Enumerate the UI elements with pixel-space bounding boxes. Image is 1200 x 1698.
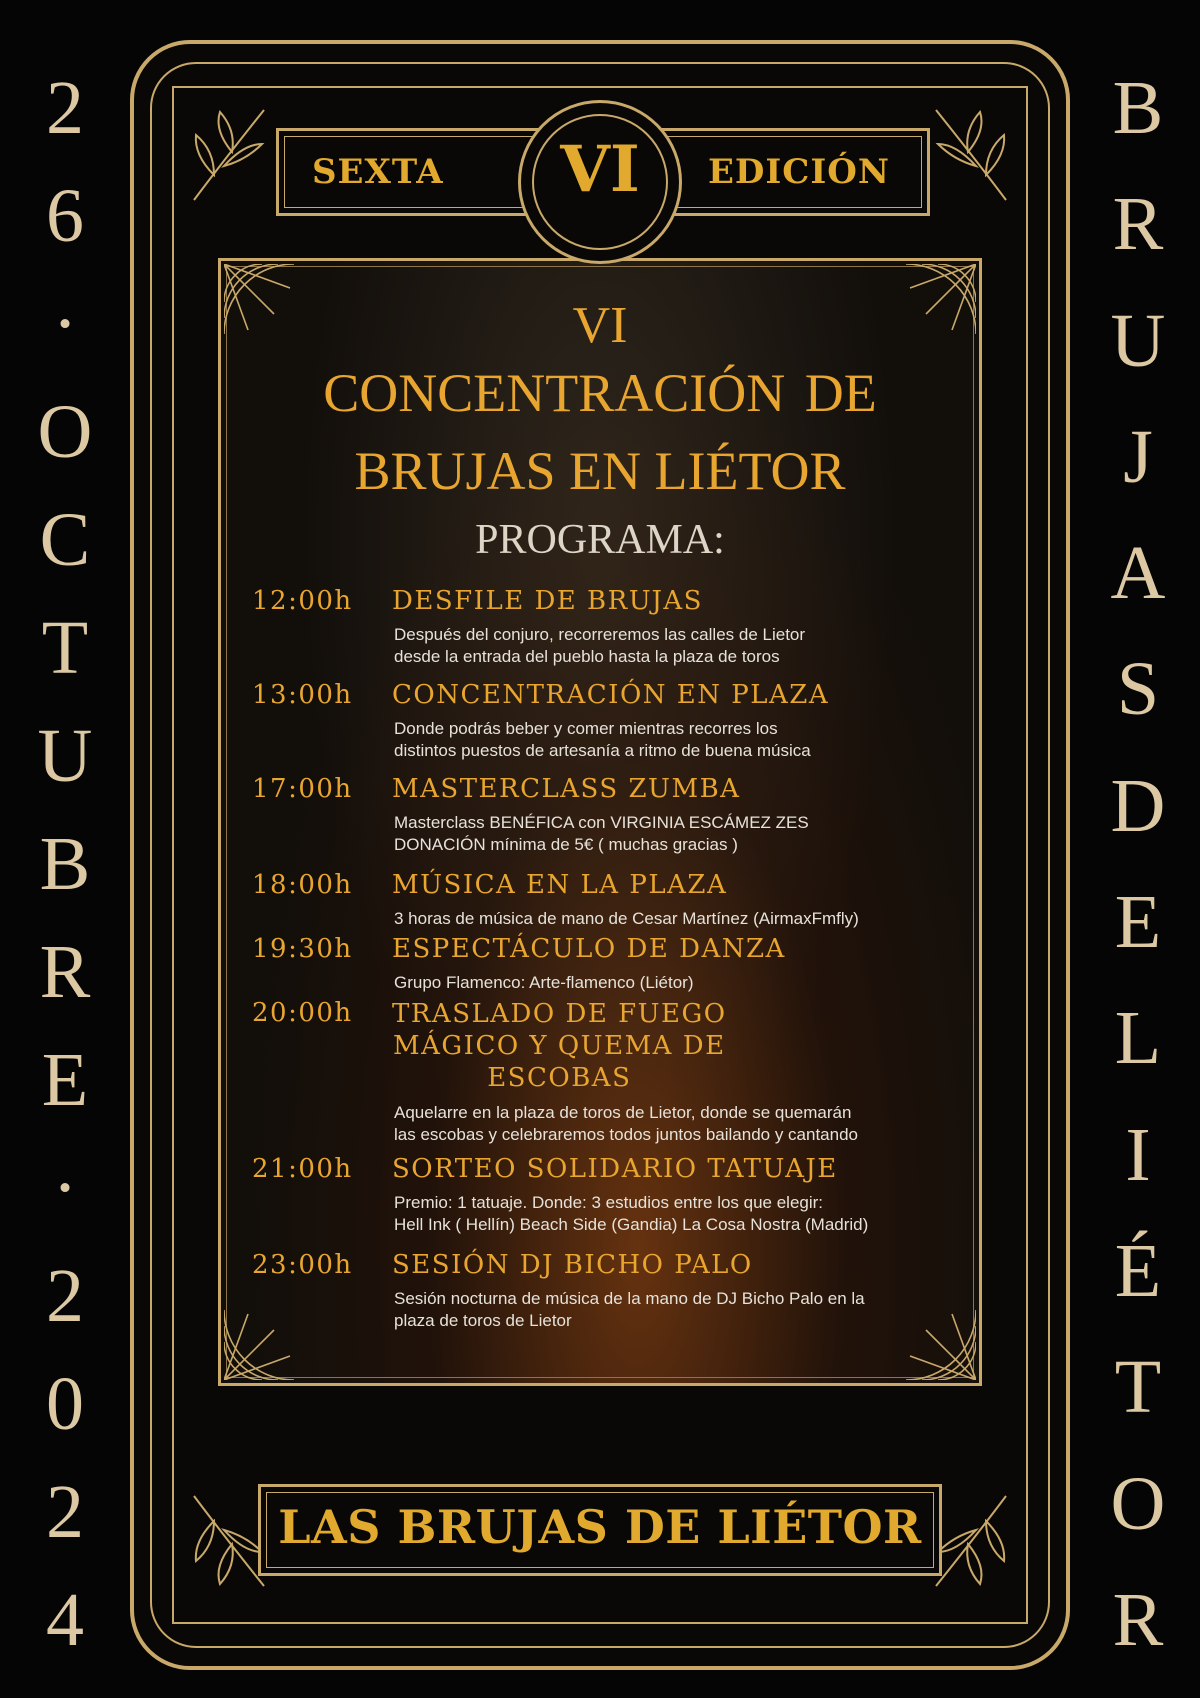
program-item-description: Masterclass BENÉFICA con VIRGINIA ESCÁMEZ ZES DONACIÓN mínima de 5€ ( muchas gracias ) [394,813,809,854]
event-title-line-1: CONCENTRACIÓN DE [323,363,877,423]
program-item-description: 3 horas de música de mano de Cesar Martínez (AirmaxFmfly) [394,909,859,928]
side-date-letter: 0 [46,1362,84,1446]
program-item [252,586,972,668]
program-item-name: MÚSICA EN LA PLAZA [392,870,728,900]
side-date-letter: · [52,282,78,366]
program-item [252,774,972,856]
side-brujas-letter: L [1114,996,1162,1081]
side-date-letter: 4 [46,1578,84,1662]
program-item-name: MASTERCLASS ZUMBA [392,774,741,804]
program-item-name: CONCENTRACIÓN EN PLAZA [392,680,830,710]
leaf-ornament-icon [926,100,1016,210]
title-numeral: VI [572,297,628,354]
program-item-description: Aquelarre en la plaza de toros de Lietor, donde se quemarán las escobas y celebraremos todos juntos bailando y cantando [394,1103,859,1144]
program-item-name: DESFILE DE BRUJAS [392,586,703,616]
edition-left-label: SEXTA [312,152,444,192]
side-brujas-letter: É [1114,1228,1162,1313]
edition-right-label: EDICIÓN [708,152,890,192]
side-date-letter: 6 [46,174,84,258]
side-date-letter: 2 [46,1254,84,1338]
program-item [252,680,972,762]
program-item-time: 12:00h [252,586,353,616]
side-brujas-letter: O [1110,1461,1166,1546]
program-item [252,934,972,994]
side-brujas-letter: R [1112,1577,1164,1662]
program-item-name: ESPECTÁCULO DE DANZA [392,934,786,964]
side-brujas-letter: J [1123,414,1153,499]
program-item-name: TRASLADO DE FUEGO MÁGICO Y QUEMA DE ESCOBAS [392,999,727,1093]
side-date-letter: T [41,606,89,690]
side-brujas-letter: E [1114,880,1162,965]
side-brujas-letter: U [1110,298,1166,383]
side-date-text [30,66,100,1662]
leaf-ornament-icon [184,100,274,210]
program-heading: PROGRAMA: [475,517,725,563]
side-date-letter: U [37,714,93,798]
side-brujas-letter: T [1114,1345,1162,1430]
side-date-letter: 2 [46,66,84,150]
side-date-letter: C [39,498,91,582]
side-date-letter: R [39,930,91,1014]
side-brujas-letter: A [1110,531,1166,616]
event-title-line-2: BRUJAS EN LIÉTOR [354,441,846,501]
program-item-time: 20:00h [252,998,353,1028]
side-brujas-letter: S [1116,647,1160,732]
program-item-description: Después del conjuro, recorreremos las calles de Lietor desde la entrada del pueblo hasta la plaza de toros [394,625,806,666]
side-brujas-letter: R [1112,182,1164,267]
program-item-time: 18:00h [252,870,353,900]
program-item-time: 17:00h [252,774,353,804]
program-item-description: Sesión nocturna de música de la mano de DJ Bicho Palo en la plaza de toros de Lietor [394,1289,865,1330]
program-item-time: 19:30h [252,934,353,964]
program-item [252,870,972,930]
program-item-time: 21:00h [252,1154,353,1184]
program-item [252,1250,972,1332]
side-date-letter: E [41,1038,89,1122]
program-item-description: Grupo Flamenco: Arte-flamenco (Liétor) [394,973,694,992]
program-item-description: Premio: 1 tatuaje. Donde: 3 estudios entre los que elegir: Hell Ink ( Hellín) Beach Side (Gandia) La Cosa Nostra (Madrid) [394,1193,869,1234]
program-item [252,1154,972,1236]
program-item-name: SORTEO SOLIDARIO TATUAJE [392,1154,838,1184]
edition-numeral: VI [560,132,640,207]
side-brujas-letter: D [1110,763,1166,848]
footer-title: LAS BRUJAS DE LIÉTOR [278,1500,922,1554]
side-date-letter: 2 [46,1470,84,1554]
side-date-letter: O [37,390,93,474]
side-date-letter: B [39,822,91,906]
program-item-time: 23:00h [252,1250,353,1280]
side-date-letter: · [52,1146,78,1230]
program-item [252,998,972,1146]
side-brujas-letter: B [1112,66,1164,150]
program-item-time: 13:00h [252,680,353,710]
program-item-name: SESIÓN DJ BICHO PALO [392,1250,753,1280]
program-item-description: Donde podrás beber y comer mientras recorres los distintos puestos de artesanía a ritmo de buena música [394,719,811,760]
side-brujas-letter: I [1125,1112,1151,1197]
side-brujas-text [1098,66,1178,1662]
